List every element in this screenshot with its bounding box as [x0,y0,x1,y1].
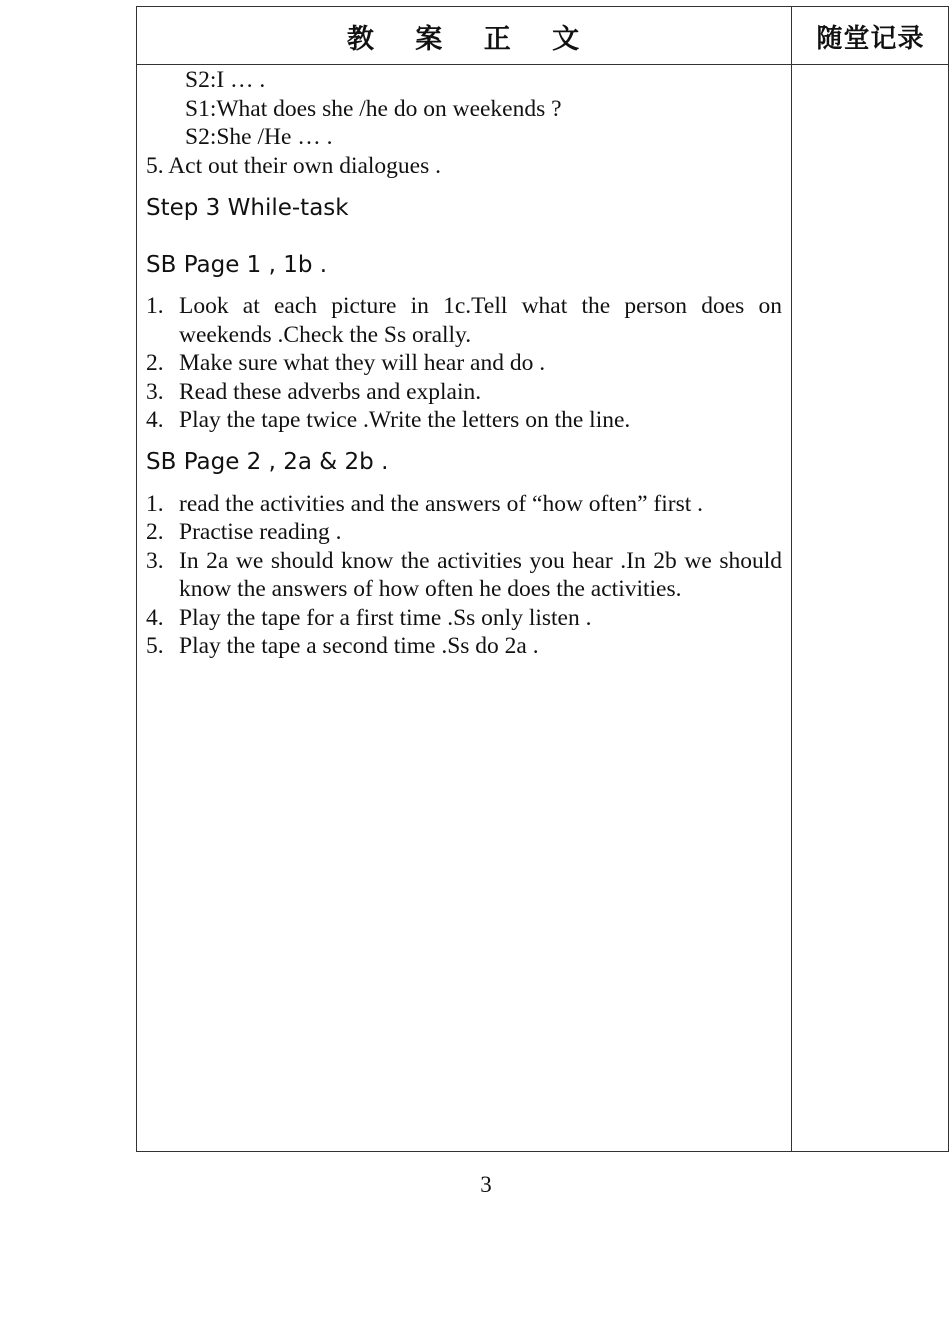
list-item [146,604,782,633]
class-notes-column-header: 随堂记录 [816,23,925,54]
list-item-number: 2. [146,519,164,545]
list-item-number: 3. [146,547,164,574]
list-item-text: Look at each picture in 1c.Tell what the person does on weekends .Check the Ss orally. [179,293,782,348]
list-item-number: 1. [146,490,164,517]
section2-list [146,490,782,661]
list-item-number: 2. [146,350,164,376]
lesson-text-cell [146,66,782,661]
list-item-number: 4. [146,604,164,631]
page-number: 3 [480,1172,492,1197]
list-item [146,547,782,604]
list-item [146,632,782,661]
list-item-text: Read these adverbs and explain. [179,378,482,405]
list-item-number: 4. [146,407,164,433]
section-heading-sb-page-1: SB Page 1 , 1b . [146,252,328,278]
table-header-row [137,7,948,65]
section1-list [146,292,782,435]
lesson-plan-table [136,6,949,1152]
list-item-number: 3. [146,378,164,405]
dialogue-line: S2:I … . [185,67,266,93]
column-divider [791,7,792,1151]
list-item-text: Play the tape a second time .Ss do 2a . [179,633,539,659]
act-out-line: 5. Act out their own dialogues . [146,152,442,179]
section-heading-sb-page-2: SB Page 2 , 2a & 2b . [146,448,389,475]
list-item-text: Play the tape twice .Write the letters on the line. [179,407,631,433]
dialogue-line: S1:What does she /he do on weekends ? [185,95,562,122]
list-item [146,490,782,519]
list-item-text: In 2a we should know the activities you hear .In 2b we should know the answers of how often he does the activities. [179,547,782,602]
list-item [146,349,782,378]
list-item [146,518,782,547]
step-heading: Step 3 While-task [146,195,349,221]
list-item-text: Play the tape for a first time .Ss only listen . [179,604,592,631]
lesson-text-column-header: 教 案 正 文 [346,23,582,55]
list-item-text: Practise reading . [179,519,342,545]
list-item-number: 5. [146,633,164,659]
list-item-number: 1. [146,293,164,319]
list-item-text: Make sure what they will hear and do . [179,350,546,376]
list-item [146,292,782,349]
list-item [146,378,782,407]
dialogue-line: S2:She /He … . [185,124,333,150]
list-item-text: read the activities and the answers of “how often” first . [179,490,703,517]
list-item [146,406,782,435]
